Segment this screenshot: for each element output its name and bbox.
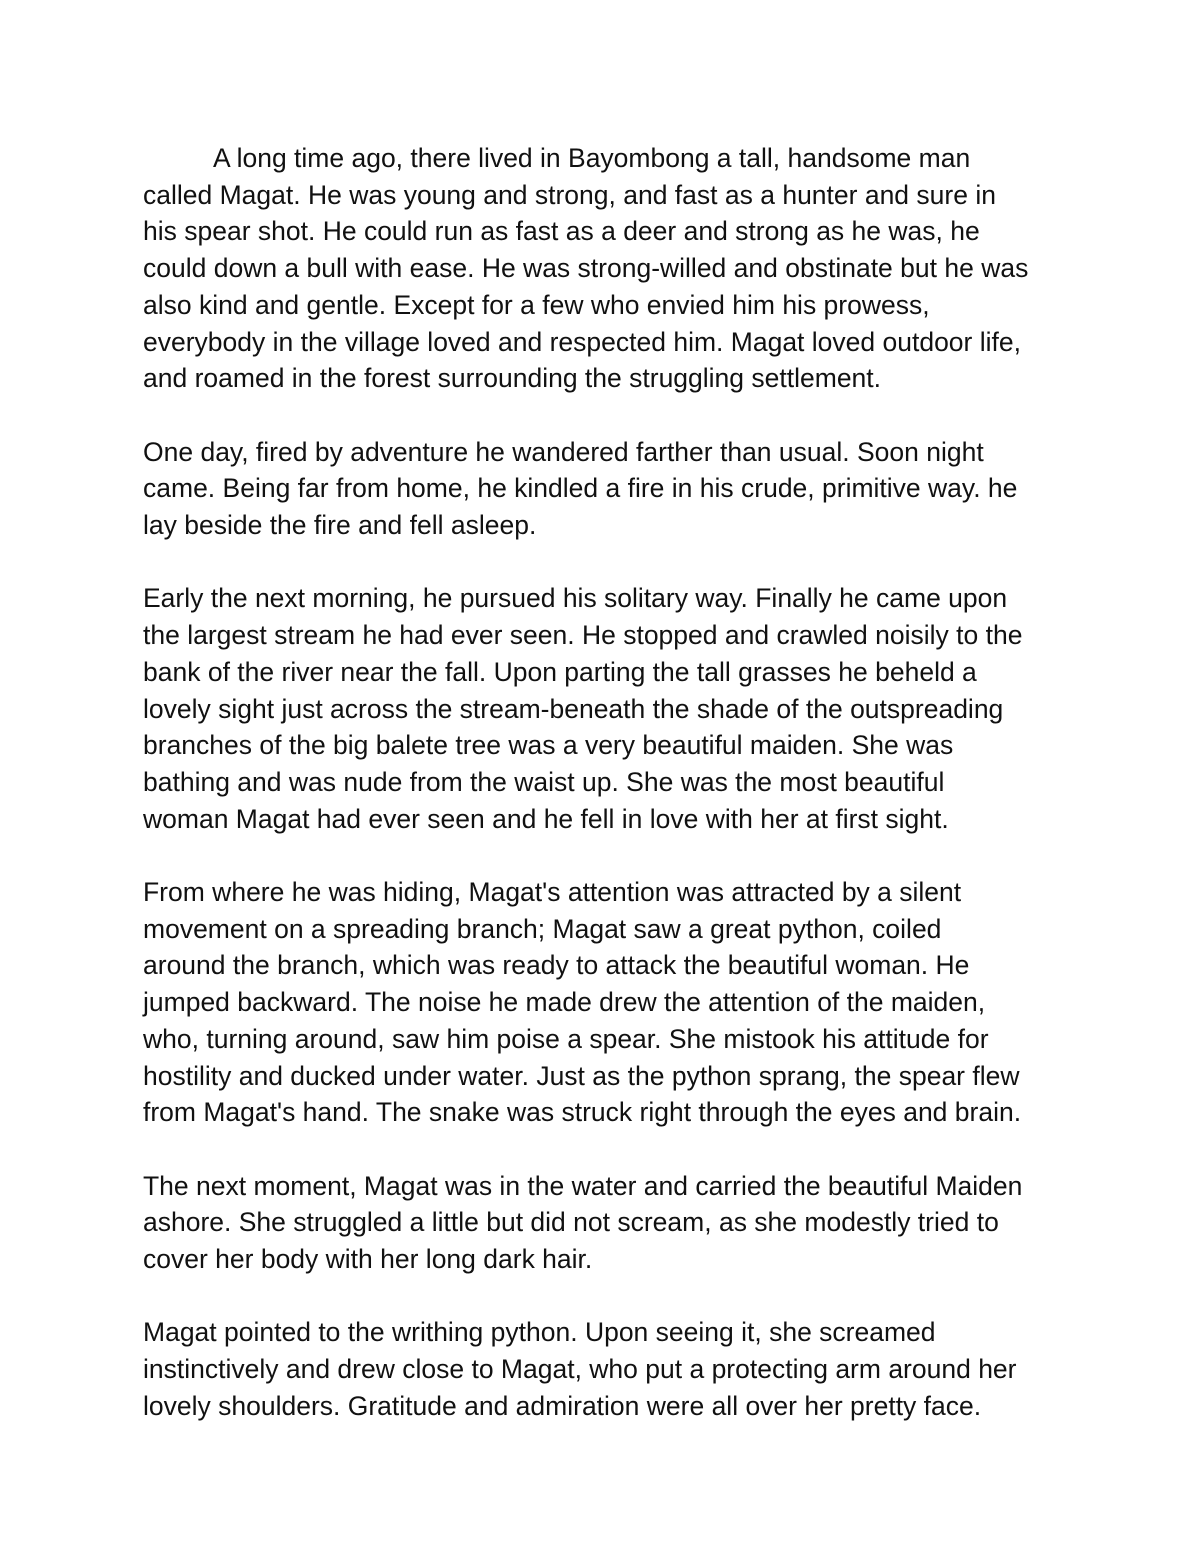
- paragraph-line: jumped backward. The noise he made drew the attention of the maiden,: [143, 987, 986, 1018]
- paragraph-line: lay beside the fire and fell asleep.: [143, 510, 537, 541]
- paragraph-line: lovely sight just across the stream-beneath the shade of the outspreading: [143, 693, 1004, 724]
- paragraph-6: [143, 1314, 1083, 1424]
- paragraph-line: A long time ago, there lived in Bayombong a tall, handsome man: [213, 143, 971, 173]
- paragraph-line: woman Magat had ever seen and he fell in love with her at first sight.: [143, 803, 949, 834]
- paragraph-line: Early the next morning, he pursued his solitary way. Finally he came upon: [143, 583, 1008, 614]
- paragraph-line: everybody in the village loved and respected him. Magat loved outdoor life,: [143, 326, 1021, 357]
- document-body: [143, 140, 1083, 1461]
- paragraph-line: bank of the river near the fall. Upon parting the tall grasses he beheld a: [143, 656, 977, 687]
- paragraph-line: Magat pointed to the writhing python. Upon seeing it, she screamed: [143, 1317, 936, 1348]
- paragraph-line: who, turning around, saw him poise a spear. She mistook his attitude for: [143, 1023, 989, 1054]
- paragraph-line: came. Being far from home, he kindled a fire in his crude, primitive way. he: [143, 473, 1018, 504]
- paragraph-line: cover her body with her long dark hair.: [143, 1244, 593, 1275]
- paragraph-line: From where he was hiding, Magat's attention was attracted by a silent: [143, 877, 962, 908]
- paragraph-line: from Magat's hand. The snake was struck right through the eyes and brain.: [143, 1097, 1022, 1128]
- paragraph-line: bathing and was nude from the waist up. She was the most beautiful: [143, 766, 945, 797]
- paragraph-1: [143, 140, 1083, 397]
- paragraph-line: ashore. She struggled a little but did not scream, as she modestly tried to: [143, 1207, 999, 1238]
- paragraph-line: and roamed in the forest surrounding the struggling settlement.: [143, 363, 882, 394]
- paragraph-5: [143, 1168, 1083, 1278]
- paragraph-line: instinctively and drew close to Magat, who put a protecting arm around her: [143, 1354, 1017, 1385]
- paragraph-line: his spear shot. He could run as fast as a deer and strong as he was, he: [143, 216, 980, 247]
- paragraph-2: [143, 434, 1083, 544]
- paragraph-line: lovely shoulders. Gratitude and admiration were all over her pretty face.: [143, 1390, 982, 1421]
- paragraph-line: the largest stream he had ever seen. He stopped and crawled noisily to the: [143, 620, 1023, 651]
- paragraph-line: could down a bull with ease. He was strong-willed and obstinate but he was: [143, 253, 1029, 284]
- paragraph-3: [143, 580, 1083, 837]
- paragraph-4: [143, 874, 1083, 1131]
- paragraph-line: around the branch, which was ready to attack the beautiful woman. He: [143, 950, 970, 981]
- paragraph-line: branches of the big balete tree was a very beautiful maiden. She was: [143, 730, 954, 761]
- paragraph-line: One day, fired by adventure he wandered farther than usual. Soon night: [143, 436, 984, 467]
- paragraph-line: called Magat. He was young and strong, and fast as a hunter and sure in: [143, 179, 996, 210]
- paragraph-line: The next moment, Magat was in the water and carried the beautiful Maiden: [143, 1170, 1023, 1201]
- paragraph-line: hostility and ducked under water. Just as the python sprang, the spear flew: [143, 1060, 1020, 1091]
- paragraph-line: movement on a spreading branch; Magat saw a great python, coiled: [143, 913, 942, 944]
- paragraph-line: also kind and gentle. Except for a few who envied him his prowess,: [143, 289, 930, 320]
